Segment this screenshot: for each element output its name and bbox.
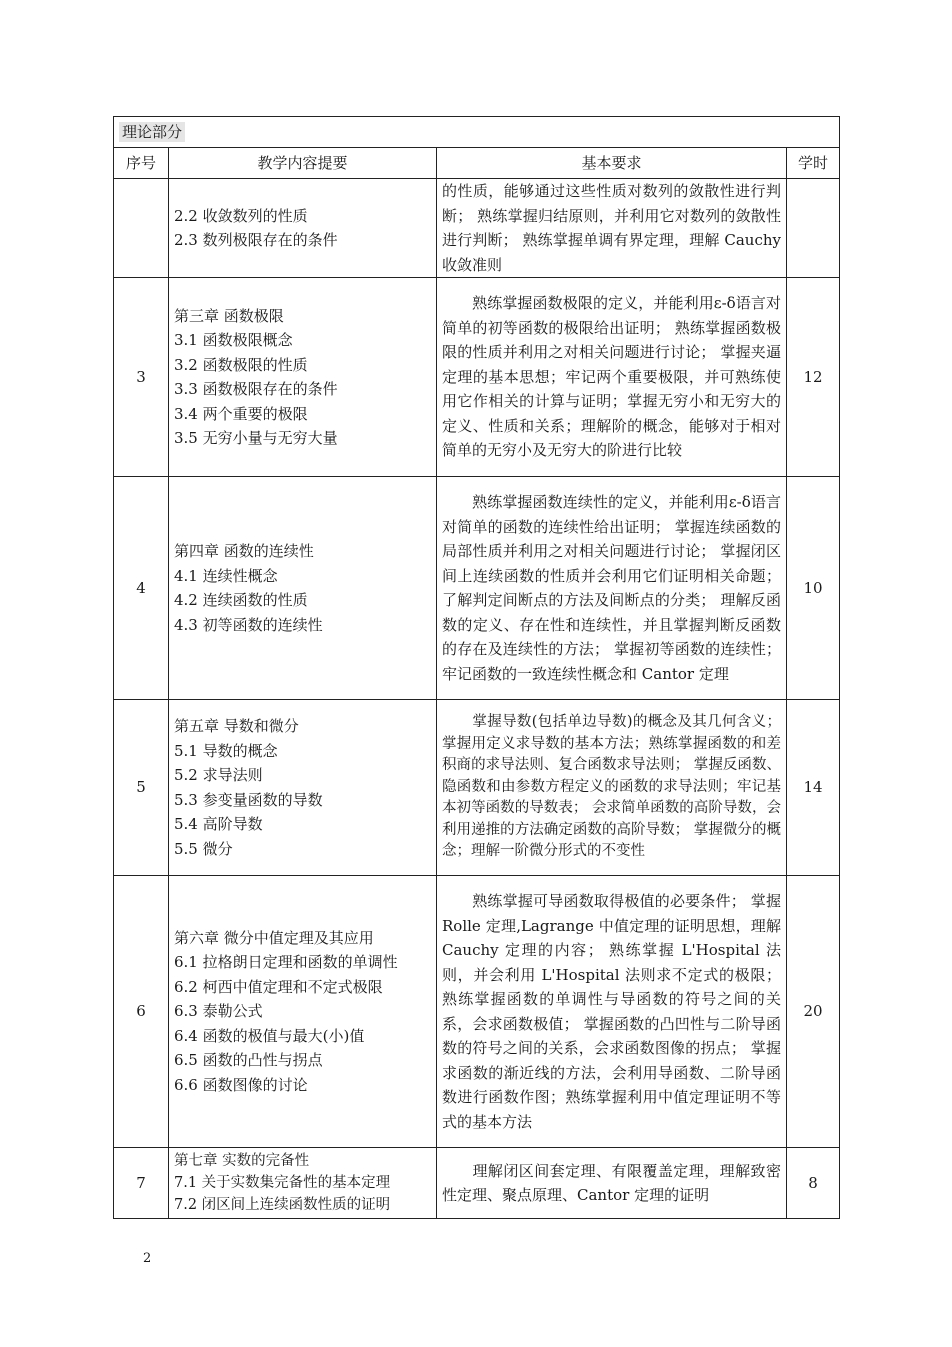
row-content (169, 1148, 437, 1219)
row-num: 3 (114, 278, 169, 477)
content-line: 第五章 导数和微分 (174, 717, 299, 735)
syllabus-table (113, 116, 840, 1219)
row-requirements: 熟练掌握函数极限的定义，并能利用ε-δ语言对简单的初等函数的极限给出证明； 熟练掌握函数极限的性质并利用之对相关问题进行讨论； 掌握夹逼定理的基本思想；牢记两个重要极限，并可熟练使用它作相关的计算与证明；掌握无穷小和无穷大的定义、性质和关系；理解阶的概念，能够对于相对简单的无穷小及无穷大的阶进行比较 (437, 278, 787, 477)
content-line: 3.3 函数极限存在的条件 (174, 380, 338, 398)
row-num: 4 (114, 477, 169, 700)
content-line: 6.5 函数的凸性与拐点 (174, 1051, 323, 1070)
content-line: 5.3 参变量函数的导数 (174, 790, 323, 809)
header-hours: 学时 (787, 148, 840, 179)
content-line: 5.1 导数的概念 (174, 741, 278, 760)
table-header-row (114, 148, 840, 179)
content-line: 6.3 泰勒公式 (174, 1002, 263, 1021)
table-row (114, 477, 840, 700)
row-num: 7 (114, 1148, 169, 1219)
content-line: 7.2 闭区间上连续函数性质的证明 (174, 1197, 391, 1213)
row-num (114, 179, 169, 278)
content-line: 7.1 关于实数集完备性的基本定理 (174, 1175, 391, 1191)
content-line: 6.2 柯西中值定理和不定式极限 (174, 977, 383, 996)
row-requirements: 熟练掌握函数连续性的定义，并能利用ε-δ语言对简单的函数的连续性给出证明； 掌握连续函数的局部性质并利用之对相关问题进行讨论； 掌握闭区间上连续函数的性质并会利用它们证明相关命题； 了解判定间断点的方法及间断点的分类； 理解反函数的定义、存在性和连续性，并且掌握判断反函数的存在及连续性的方法； 掌握初等函数的连续性；牢记函数的一致连续性概念和 Cantor 定理 (437, 477, 787, 700)
header-requirements: 基本要求 (437, 148, 787, 179)
row-hours (787, 179, 840, 278)
row-num: 5 (114, 700, 169, 876)
row-requirements: 熟练掌握可导函数取得极值的必要条件； 掌握 Rolle 定理,Lagrange 中值定理的证明思想，理解 Cauchy 定理的内容； 熟练掌握 L'Hospital 法则，并会利用 L'Hospital 法则求不定式的极限； 熟练掌握函数的单调性与导函数的符号之间的关系，会求函数极值； 掌握函数的凸凹性与二阶导函数的符号之间的关系，会求函数图像的拐点； 掌握求函数的渐近线的方法，会利用导函数、二阶导函数进行函数作图；熟练掌握利用中值定理证明不等式的基本方法 (437, 876, 787, 1148)
content-line: 6.6 函数图像的讨论 (174, 1075, 308, 1094)
content-line: 4.1 连续性概念 (174, 566, 278, 585)
page-number: 2 (143, 1251, 152, 1266)
content-line: 3.2 函数极限的性质 (174, 355, 308, 374)
content-line: 4.2 连续函数的性质 (174, 591, 308, 609)
row-content (169, 876, 437, 1148)
row-hours: 8 (787, 1148, 840, 1219)
content-line: 6.4 函数的极值与最大(小)值 (174, 1026, 365, 1045)
content-line: 3.4 两个重要的极限 (174, 404, 308, 423)
content-line: 第三章 函数极限 (174, 306, 284, 325)
row-content (169, 477, 437, 700)
table-row (114, 876, 840, 1148)
content-line: 3.1 函数极限概念 (174, 331, 293, 349)
row-content (169, 700, 437, 876)
row-hours: 14 (787, 700, 840, 876)
header-content: 教学内容提要 (169, 148, 437, 179)
table-row (114, 1148, 840, 1219)
row-requirements: 理解闭区间套定理、有限覆盖定理，理解致密性定理、聚点原理、Cantor 定理的证明 (437, 1148, 787, 1219)
row-hours: 12 (787, 278, 840, 477)
content-line: 5.4 高阶导数 (174, 815, 263, 833)
content-line: 2.3 数列极限存在的条件 (174, 231, 338, 249)
content-line: 第四章 函数的连续性 (174, 542, 314, 560)
row-requirements: 掌握导数(包括单边导数)的概念及其几何含义； 掌握用定义求导数的基本方法；熟练掌握函数的和差积商的求导法则、复合函数求导法则； 掌握反函数、隐函数和由参数方程定义的函数的求导法则；牢记基本初等函数的导数表； 会求简单函数的高阶导数，会利用递推的方法确定函数的高阶导数； 掌握微分的概念；理解一阶微分形式的不变性 (437, 700, 787, 876)
row-hours: 20 (787, 876, 840, 1148)
content-line: 4.3 初等函数的连续性 (174, 615, 323, 634)
content-line: 3.5 无穷小量与无穷大量 (174, 429, 338, 447)
content-line: 5.2 求导法则 (174, 766, 263, 784)
section-title: 理论部分 (114, 117, 840, 148)
table-row (114, 700, 840, 876)
table-row (114, 179, 840, 278)
content-line: 6.1 拉格朗日定理和函数的单调性 (174, 953, 398, 972)
row-requirements: 的性质，能够通过这些性质对数列的敛散性进行判断； 熟练掌握归结原则，并利用它对数列的敛散性进行判断； 熟练掌握单调有界定理，理解 Cauchy 收敛准则 (437, 179, 787, 278)
row-num: 6 (114, 876, 169, 1148)
content-line: 第六章 微分中值定理及其应用 (174, 928, 374, 947)
content-line: 2.2 收敛数列的性质 (174, 206, 308, 225)
header-num: 序号 (114, 148, 169, 179)
content-line: 5.5 微分 (174, 839, 233, 858)
row-content (169, 179, 437, 278)
table-row (114, 278, 840, 477)
row-hours: 10 (787, 477, 840, 700)
row-content (169, 278, 437, 477)
content-line: 第七章 实数的完备性 (174, 1153, 310, 1169)
